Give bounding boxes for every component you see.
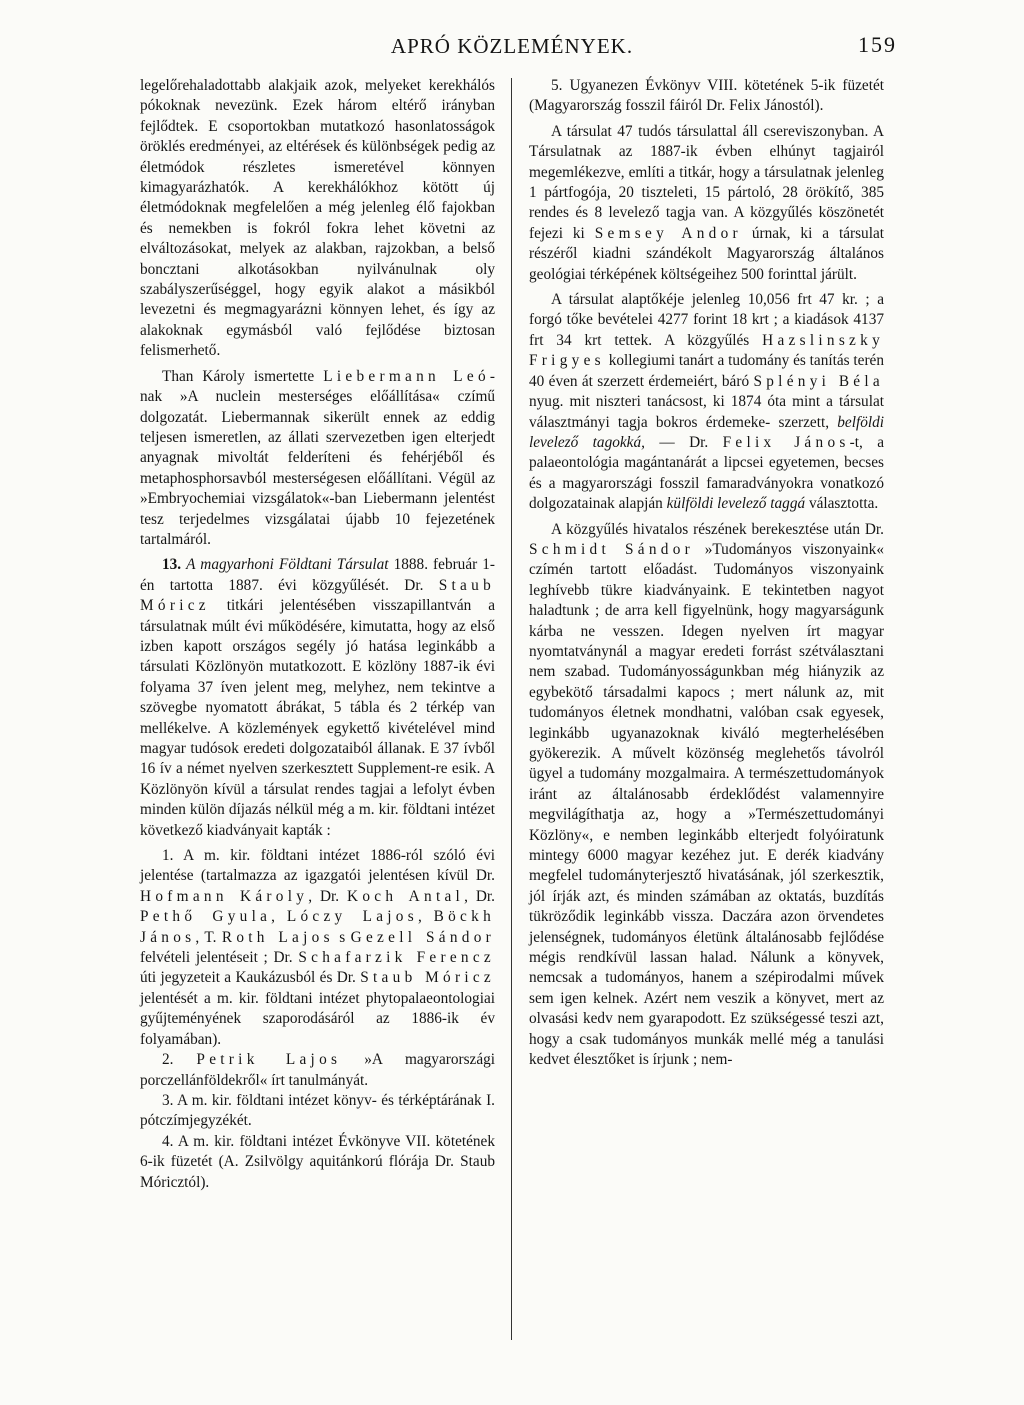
page-number: 159	[858, 32, 897, 57]
paragraph: Than Károly ismertette Liebermann Leó-nak »A nuclein mesterséges előállítása« czímű dolgozatát. Liebermannak sikerült ennek az eddig teljesen ismeretlen, az állati szervezetben igen elterjedt anyagnak mivoltát felderíteni és fehérjéből és metaphosphorsavból mesterségesen előállítani. Végül az »Embryochemiai vizsgálatok«-ban Liebermann jelentést tesz terjedelmes vizsgálatai újabb 10 fejezetének tartalmáról.	[140, 367, 496, 548]
society-name: A magyarhoni Földtani Társulat	[186, 556, 389, 574]
paragraph: A társulat alaptőkéje jelenleg 10,056 frt 47 kr. ; a forgó tőke bevételei 4277 forint 18 krt ; a kiadások 4137 frt 34 krt tettek. A közgyűlés Hazslinszky Frigyes kollegiumi tanárt a tudomány és tanítás terén 40 éven át szerzett érdemeiért, báró Splényi Béla nyug. mit niszteri tanácsost, ki 1874 óta mint a társulat választmányi tagja bokros érdemeke- szerzett, belföldi levelező tagokká, — Dr. Felix János-t, a palaeontológia magántanárát a lipcsei egyetemen, becses és a magyarországi fosszil famaradványokra vonatkozó dolgozatainak alapján külföldi levelező taggá választotta.	[529, 291, 884, 513]
list-item: 2. Petrik Lajos »A magyarországi porczellánföldekről« írt tanulmányát.	[140, 1051, 496, 1089]
left-column	[140, 76, 495, 1193]
column-divider	[511, 78, 512, 1340]
paragraph: A társulat 47 tudós társulattal áll csereviszonyban. A Társulatnak az 1887-ik évben elhúnyt tagjairól megemlékezve, említi a titkár, hogy a társulatnak jelenleg 1 pártfogója, 20 tiszteleti, 15 pártoló, 28 örökítő, 385 rendes és 8 levelező tagja van. A közgyűlés köszönetét fejezi ki Semsey Andor úrnak, ki a társulat részéről kiadni szándékolt Magyarország általános geológiai térképének költségeihez 500 forinttal járült.	[529, 122, 884, 283]
person-name: Liebermann Leó	[323, 367, 490, 385]
list-item: 1. A m. kir. földtani intézet 1886-ról szóló évi jelentése (tartalmazza az igazgatói jelentésen kívül Dr. Hofmann Károly, Dr. Koch Antal, Dr. Pethő Gyula, Lóczy Lajos, Böckh János, T. Roth Lajos s Gezell Sándor felvételi jelentéseit ; Dr. Schafarzik Ferencz úti jegyzeteit a Kaukázusból és Dr. Staub Móricz jelentését a m. kir. földtani intézet phytopalaeontologiai gyűjteményének szaporodásáról az 1886-ik év folyamában).	[140, 847, 496, 1048]
list-item: 3. A m. kir. földtani intézet könyv- és térképtárának I. pótczímjegyzékét.	[140, 1091, 495, 1130]
paragraph: A közgyűlés hivatalos részének berekesztése után Dr. Schmidt Sándor »Tudományos viszonyaink« czímén tartott előadást. Tudományos viszonyaink leghívebb tükre kiadványaink. E tekintetben nagyot haladtunk ; de arra kell figyelnünk, hogy magyarságunk kárba ne vesszen. Idegen nyelven írt magyar nyomtatványnál a magyar eredeti forrást szétválasztani nem szabad. Tudományosságunkban még hiányzik az egybekötő társadalmi kapocs ; mert nálunk az, mit tudományos életnek mondhatni, valóban csak egyesek, leginkább ugyanazoknak kiváló megterhelésében gyökerezik. A művelt közönség meglehetős távolról ügyel a tudomány mozgalmaira. A természettudományok iránt az általánosabb érdeklődést valamennyire megvilágíthatja az, hogy a »Természettudományi Közlöny«, e nemben leginkább elterjedt folyóiratunk mintegy 6000 magyar kezéhez jut. E derék kiadvány megfelel tudományterjesztő hivatásának, jól szerkesztik, jól írják azt, és minden számában az oktatás, buzdítás tükröződik leginkább vissza. Daczára azon örvendetes jelenségnek, tudományos életünk általánosabb fejlődése mégis rendkívül lassan halad. Nálunk a könyvek, nemcsak a tudományos, hanem a szépirodalmi művek sem igen kelnek. Azért nem veszik a könyvet, mert az olvasási kedv nem gyarapodott. Ez szükségessé teszi azt, hogy a csak tudományos munkák mellé még a tanulási kedvet élesztőket is írjunk ; nem-	[529, 520, 884, 1069]
right-column	[529, 76, 884, 1071]
person-name: Staub Móricz	[140, 576, 495, 615]
list-item: 4. A m. kir. földtani intézet Évkönyve VII. kötetének 6-ik füzetét (A. Zsilvölgy aquitánkorú flórája Dr. Staub Móricztól).	[140, 1132, 495, 1191]
paragraph: legelőrehaladottabb alakjaik azok, melyeket kerekhálós pókoknak nevezünk. Ezek három eltérő irányban fejlődtek. E csoportokban mutatkozó hasonlatosságok öröklés eredményei, az eltérések és különbségek pedig az életmódok részletes ismeretével könnyen kimagyarázhatók. A kerekhálókhoz kötött új életmódoknak megfelelően a még jelenleg élő fajokban és nemekben is fokról fokra lehet követni az elváltozásokat, melyek az alakban, rajzokban, a belső boncztani alkotásokban nyilvánulnak oly szabályszerűséggel, hogy egyik alakot a másikból levezetni és megmagyarázni könnyen lehet, és így az alakoknak egymásból való fejlődése biztosan felismerhető.	[140, 77, 495, 360]
section-number: 13.	[162, 556, 182, 574]
section-paragraph: 13. A magyarhoni Földtani Társulat 1888. február 1-én tartotta 1887. évi közgyűlését. Dr. Staub Móricz titkári jelentésében visszapillantván a társulatnak múlt évi működésére, kimutatta, hogy az első izben kapott országos segély jó hatása leginkább a társulati Közlönyön mutatkozott. E közlöny 1887-ik évi folyama 37 íven jelent meg, melyhez, nem tekintve a szövegbe nyomatott ábrákat, 5 tábla és 2 térkép van mellékelve. A közlemények egykettő kivételével mind magyar tudósok eredeti dolgozataiból állanak. E 37 ívből 16 ív a német nyelven szerkesztett Supplement-re esik. A Közlönyön kívül a társulat rendes tagjai a lefolyt évben minden külön díjazás nélkül még a m. kir. földtani intézet következő kiadványait kapták :	[140, 556, 495, 839]
person-name: Schmidt Sándor	[529, 540, 695, 558]
running-header: APRÓ KÖZLEMÉNYEK.	[390, 34, 634, 58]
person-name: Semsey Andor	[594, 224, 742, 242]
list-item: 5. Ugyanezen Évkönyv VIII. kötetének 5-ik füzetét (Magyarország fosszil fáiról Dr. Felix Jánostól).	[529, 77, 884, 115]
